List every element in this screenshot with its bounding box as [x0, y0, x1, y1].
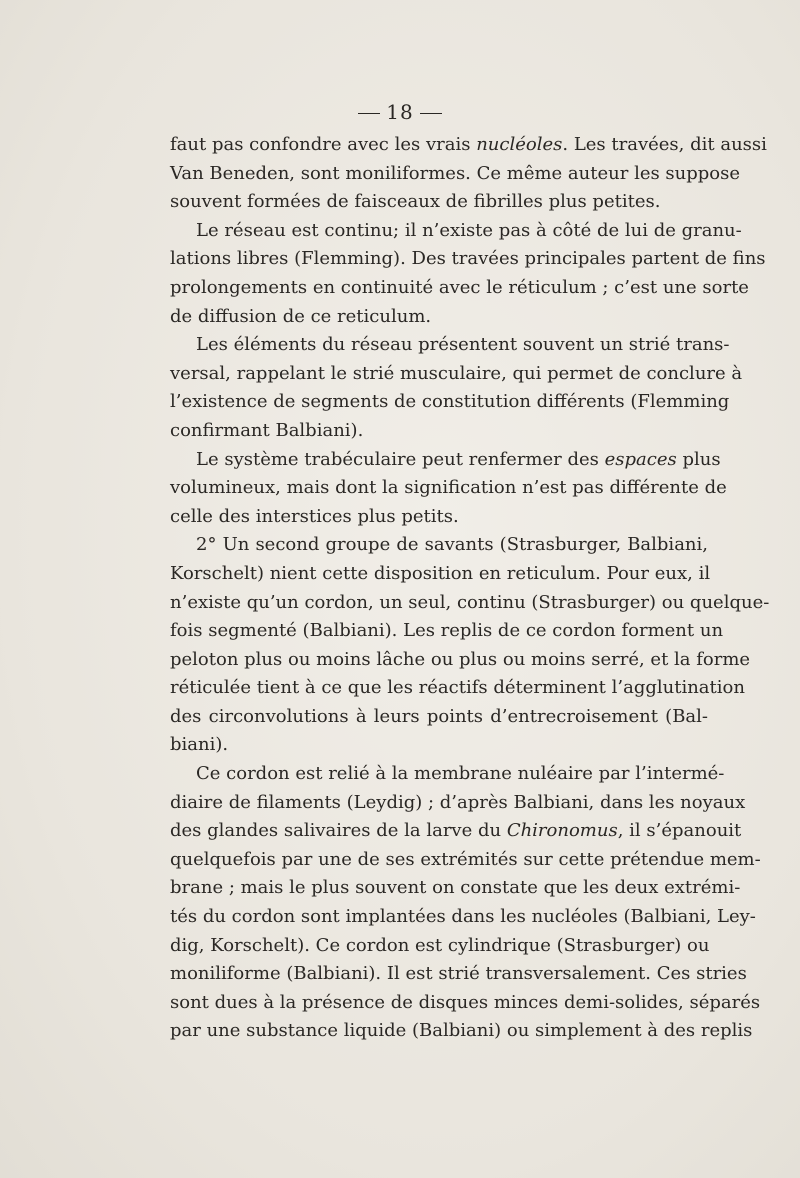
text-run: tés du cordon sont implantées dans les nucléoles (Balbiani, Ley-	[170, 906, 756, 928]
text-run: volumineux, mais dont la signification n’est pas différente de	[170, 477, 727, 499]
text-line	[170, 331, 730, 360]
text-line	[170, 674, 745, 703]
text-run: réticulée tient à ce que les réactifs déterminent l’agglutination	[170, 677, 745, 699]
text-line	[170, 903, 756, 932]
italic-term: nucléoles	[476, 134, 563, 155]
text-line	[170, 131, 767, 160]
text-line	[170, 217, 742, 246]
text-line	[170, 703, 708, 732]
text-run: versal, rappelant le strié musculaire, qui permet de conclure à	[170, 362, 743, 384]
text-run: dig, Korschelt). Ce cordon est cylindrique (Strasburger) ou	[170, 934, 710, 956]
text-run: Van Beneden, sont moniliformes. Ce même auteur les suppose	[170, 162, 741, 184]
text-run: Le système trabéculaire peut renfermer des	[196, 448, 605, 470]
text-run: 2° Un second groupe de savants (Strasburger, Balbiani,	[196, 534, 708, 556]
text-line	[170, 617, 724, 646]
text-line	[170, 446, 721, 475]
text-run: faut pas confondre avec les vrais	[170, 134, 477, 155]
text-line	[170, 731, 708, 760]
text-run: n’existe qu’un cordon, un seul, continu (Strasburger) ou quelque-	[170, 591, 770, 613]
text-line	[170, 560, 711, 589]
text-line	[170, 360, 743, 389]
text-run: des circonvolutions à leurs points d’entrecroisement (Bal-	[170, 705, 708, 727]
text-run: moniliforme (Balbiani). Il est strié transversalement. Ces stries	[170, 963, 747, 985]
folio-dash-left	[358, 113, 380, 114]
text-line	[170, 760, 725, 789]
text-line	[170, 989, 761, 1018]
text-run: quelquefois par une de ses extrémités sur cette prétendue mem-	[170, 848, 761, 870]
text-run: peloton plus ou moins lâche ou plus ou moins serré, et la forme	[170, 648, 751, 670]
text-line	[170, 274, 749, 303]
text-run: l’existence de segments de constitution différents (Flemming	[170, 391, 730, 413]
text-line	[170, 245, 766, 274]
text-run: diaire de filaments (Leydig) ; d’après Balbiani, dans les noyaux	[170, 791, 746, 813]
text-run: confirmant Balbiani).	[170, 419, 364, 441]
page-number-value: 18	[386, 100, 414, 124]
text-line	[170, 531, 708, 560]
text-run: de diffusion de ce reticulum.	[170, 305, 432, 327]
text-line	[170, 846, 761, 875]
italic-term: espaces	[604, 448, 677, 470]
text-run: prolongements en continuité avec le réticulum ; c’est une sorte	[170, 276, 749, 298]
text-run: Ce cordon est relié à la membrane nuléaire par l’intermé-	[196, 763, 725, 785]
text-line	[170, 388, 730, 417]
text-line	[170, 646, 751, 675]
folio-dash-right	[420, 113, 442, 114]
text-line	[170, 188, 708, 217]
text-run: plus	[676, 448, 721, 470]
text-run: par une substance liquide (Balbiani) ou simplement à des replis	[170, 1020, 753, 1042]
text-run: Le réseau est continu; il n’existe pas à côté de lui de granu-	[196, 219, 742, 241]
text-run: des glandes salivaires de la larve du	[170, 820, 507, 842]
body-text	[170, 131, 770, 1046]
text-line	[170, 1017, 753, 1046]
italic-term: Chironomus	[506, 820, 618, 842]
text-line	[170, 417, 708, 446]
text-run: sont dues à la présence de disques minces demi-solides, séparés	[170, 991, 761, 1013]
text-run: lations libres (Flemming). Des travées principales partent de fins	[170, 248, 766, 270]
text-run: biani).	[170, 734, 229, 756]
text-run: Korschelt) nient cette disposition en reticulum. Pour eux, il	[170, 562, 711, 584]
text-line	[170, 874, 741, 903]
text-line	[170, 932, 708, 961]
text-run: . Les travées, dit aussi	[562, 134, 767, 155]
text-run: , il s’épanouit	[617, 820, 742, 842]
text-line	[170, 474, 727, 503]
text-run: brane ; mais le plus souvent on constate que les deux extrémi-	[170, 877, 741, 899]
text-run: Les éléments du réseau présentent souvent un strié trans-	[196, 334, 730, 356]
text-line	[170, 960, 747, 989]
text-line	[170, 503, 708, 532]
text-line	[170, 789, 746, 818]
text-line	[170, 303, 708, 332]
page-number	[0, 100, 800, 124]
text-line	[170, 817, 742, 846]
text-line	[170, 160, 741, 189]
text-run: souvent formées de faisceaux de fibrilles plus petites.	[170, 191, 661, 213]
text-run: celle des interstices plus petits.	[170, 505, 459, 527]
text-run: fois segmenté (Balbiani). Les replis de ce cordon forment un	[170, 620, 724, 642]
text-line	[170, 589, 770, 618]
